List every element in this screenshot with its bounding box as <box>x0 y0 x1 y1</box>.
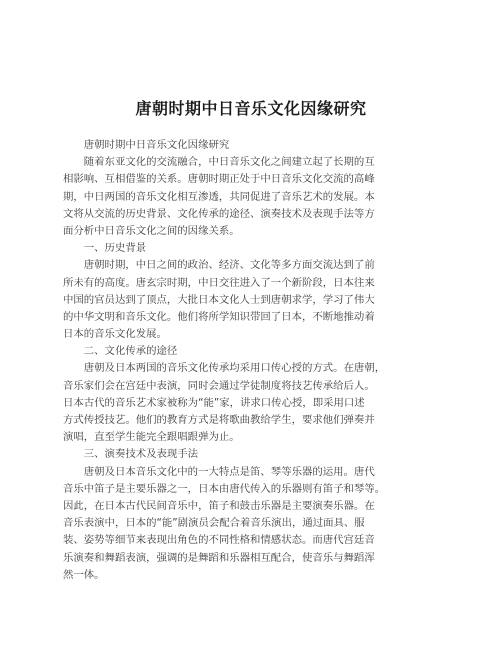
text-line: 演唱，直至学生能完全跟唱跟弹为止。 <box>63 431 240 444</box>
text-line: 方式传授技艺。他们的教育方式是将歌曲教给学生，要求他们弹奏并 <box>63 414 375 426</box>
text-line: 面分析中日音乐文化之间的因缘关系。 <box>63 224 240 237</box>
text-line: 一、历史背景 <box>63 242 147 255</box>
text-line: 音乐家们会在宫廷中表演，同时会通过学徒制度将技艺传承给后人。 <box>63 379 375 392</box>
text-line: 文将从交流的历史背景、文化传承的途径、演奏技术及表现手法等方 <box>63 207 375 220</box>
text-line: 期，中日两国的音乐文化相互渗透，共同促进了音乐艺术的发展。本 <box>63 190 375 203</box>
document-body <box>63 137 443 584</box>
text-line: 然一体。 <box>63 568 105 581</box>
text-line: 唐朝及日本音乐文化中的一大特点是笛、琴等乐器的运用。唐代 <box>63 465 375 478</box>
text-line: 音乐中笛子是主要乐器之一，日本由唐代传入的乐器则有笛子和琴等。 <box>63 482 386 495</box>
document-title: 唐朝时期中日音乐文化因缘研究 <box>135 99 367 118</box>
text-line: 装、姿势等细节来表现出角色的不同性格和情感状态。而唐代宫廷音 <box>63 534 375 547</box>
text-line: 因此，在日本古代民间音乐中，笛子和鼓击乐器是主要演奏乐器。在 <box>63 499 375 512</box>
text-line: 相影响、互相借鉴的关系。唐朝时期正处于中日音乐文化交流的高峰 <box>63 173 375 186</box>
text-line: 日本古代的音乐艺术家被称为“能”家，讲求口传心授，即采用口述 <box>63 396 365 409</box>
text-line: 音乐表演中，日本的“能”剧演员会配合着音乐演出，通过面具、服 <box>63 517 365 530</box>
text-line: 随着东亚文化的交流融合，中日音乐文化之间建立起了长期的互 <box>63 156 375 169</box>
text-line: 二、文化传承的途径 <box>63 345 178 358</box>
text-line: 唐朝时期中日音乐文化因缘研究 <box>63 139 230 151</box>
text-line: 乐演奏和舞蹈表演，强调的是舞蹈和乐器相互配合，使音乐与舞蹈浑 <box>63 551 375 564</box>
text-line: 唐朝时期，中日之间的政治、经济、文化等多方面交流达到了前 <box>63 259 375 272</box>
text-line: 所未有的高度。唐玄宗时期，中日交往进入了一个新阶段，日本往来 <box>63 276 375 289</box>
text-line: 的中华文明和音乐文化。他们将所学知识带回了日本，不断地推动着 <box>63 310 375 323</box>
text-line: 日本的音乐文化发展。 <box>63 328 167 341</box>
text-line: 中国的官员达到了顶点，大批日本文化人士到唐朝求学，学习了伟大 <box>63 293 375 306</box>
text-line: 唐朝及日本两国的音乐文化传承均采用口传心授的方式。在唐朝， <box>63 362 386 375</box>
text-line: 三、演奏技术及表现手法 <box>63 448 199 461</box>
